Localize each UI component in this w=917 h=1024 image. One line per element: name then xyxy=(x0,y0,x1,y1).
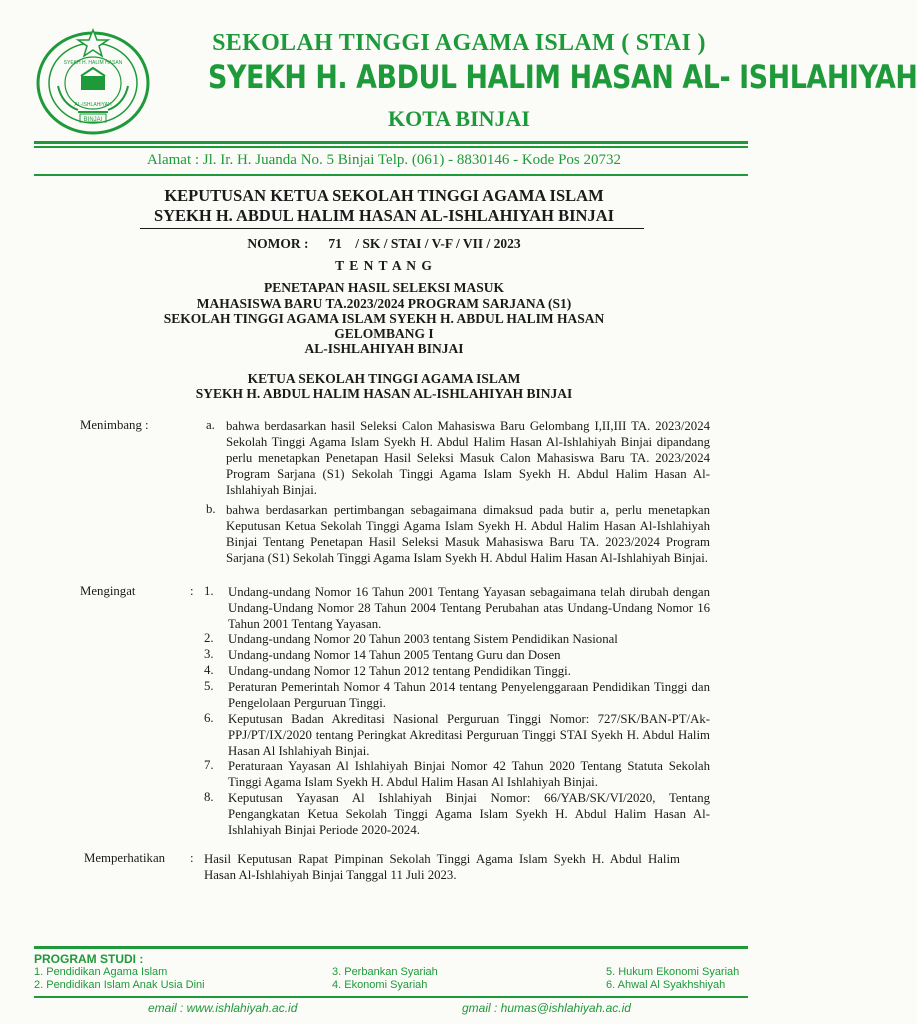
program-item-2: 2. Pendidikan Islam Anak Usia Dini xyxy=(34,979,205,991)
mengingat-item-5: Peraturan Pemerintah Nomor 4 Tahun 2014 tentang Penyelenggaraan Pendidikan Tinggi dan Pengelolaan Perguruan Tinggi. xyxy=(228,680,710,710)
nomor-value: 71 xyxy=(328,236,342,251)
mengingat-label: Mengingat xyxy=(80,584,136,598)
institution-name-line1: SEKOLAH TINGGI AGAMA ISLAM ( STAI ) xyxy=(212,30,706,56)
mengingat-marker-2: 2. xyxy=(204,631,214,645)
nomor-rest: / SK / STAI / V-F / VII / 2023 xyxy=(355,236,521,251)
program-item-6: 6. Ahwal Al Syakhshiyah xyxy=(606,979,726,991)
header-divider-top xyxy=(34,141,748,144)
menimbang-item-b: bahwa berdasarkan pertimbangan sebagaimana dimaksud pada butir a, perlu menetapkan Keputusan Ketua Sekolah Tinggi Agama Islam Syekh H. Abdul Halim Hasan Al-Ishlahiyah Binjai Tentang Penetapan Hasil Seleksi Masuk Mahasiswa Baru TA. 2023/2024 Program Sarjana (S1) Sekolah Tinggi Agama Islam Syekh H. Abdul Halim Hasan Al-Ishlahiyah Binjai. xyxy=(226,503,710,565)
subject-line-2: MAHASISWA BARU TA.2023/2024 PROGRAM SARJANA (S1) xyxy=(196,296,572,311)
footer-divider-top xyxy=(34,946,748,949)
institution-city: KOTA BINJAI xyxy=(387,106,530,131)
header-divider-bottom xyxy=(34,146,748,148)
email-link[interactable]: gmail : humas@ishlahiyah.ac.id xyxy=(462,1001,631,1015)
decree-title-2: SYEKH H. ABDUL HALIM HASAN AL-ISHLAHIYAH BINJAI xyxy=(153,206,615,225)
logo-city-text: BINJAI xyxy=(83,117,103,123)
memperhatikan-colon: : xyxy=(190,851,194,865)
mengingat-marker-1: 1. xyxy=(204,584,214,598)
decree-title-1: KEPUTUSAN KETUA SEKOLAH TINGGI AGAMA ISLAM xyxy=(164,186,604,205)
menimbang-marker-b: b. xyxy=(206,502,216,516)
mengingat-marker-4: 4. xyxy=(204,663,214,677)
menimbang-item-a: bahwa berdasarkan hasil Seleksi Calon Mahasiswa Baru Gelombang I,II,III TA. 2023/2024 Sekolah Tinggi Agama Islam Syekh H. Abdul Halim Hasan Al-Ishlahiyah Binjai dipandang perlu menetapkan Penetapan Hasil Seleksi Masuk Calon Mahasiswa Baru TA. 2023/2024 Program Sarjana (S1) Sekolah Tinggi Agama Islam Syekh H. Abdul Halim Hasan Al-Ishlahiyah Binjai. xyxy=(226,419,710,497)
decree-number xyxy=(0,236,768,252)
mengingat-item-6: Keputusan Badan Akreditasi Nasional Perguruan Tinggi Nomor: 727/SK/BAN-PT/Ak-PPJ/PT/IX/2020 tentang Peringkat Akreditasi Perguruan Tinggi STAI Syekh H. Abdul Halim Hasan Al Ishlahiyah Binjai. xyxy=(228,712,710,758)
mengingat-marker-7: 7. xyxy=(204,758,214,772)
program-item-4: 4. Ekonomi Syariah xyxy=(332,979,428,991)
mengingat-marker-8: 8. xyxy=(204,790,214,804)
address-line: Alamat : Jl. Ir. H. Juanda No. 5 Binjai Telp. (061) - 8830146 - Kode Pos 20732 xyxy=(146,152,622,168)
letterhead xyxy=(0,0,917,150)
subject-line-5: AL-ISHLAHIYAH BINJAI xyxy=(304,341,464,356)
mengingat-marker-5: 5. xyxy=(204,679,214,693)
menimbang-marker-a: a. xyxy=(206,418,215,432)
mengingat-item-8: Keputusan Yayasan Al Ishlahiyah Binjai Nomor: 66/YAB/SK/VI/2020, Tentang Pengangkatan Ketua Sekolah Tinggi Agama Islam Syekh H. Abdul Halim Hasan Al-Ishlahiyah Binjai Periode 2020-2024. xyxy=(228,791,710,837)
mengingat-marker-3: 3. xyxy=(204,647,214,661)
memperhatikan-text: Hasil Keputusan Rapat Pimpinan Sekolah Tinggi Agama Islam Syekh H. Abdul Halim Hasan Al-Ishlahiyah Binjai Tanggal 11 Juli 2023. xyxy=(204,852,680,882)
logo-inner-text: SYEKH H. HALIM HASAN xyxy=(63,60,123,66)
mengingat-marker-6: 6. xyxy=(204,711,214,725)
footer-divider-bottom xyxy=(34,996,748,998)
institution-name-line2: SYEKH H. ABDUL HALIM HASAN AL- ISHLAHIYAH xyxy=(208,58,917,96)
logo-bottom-text: AL-ISHLAHIYAH xyxy=(74,102,112,108)
program-item-3: 3. Perbankan Syariah xyxy=(332,966,438,978)
program-item-1: 1. Pendidikan Agama Islam xyxy=(34,966,168,978)
subject-line-3: SEKOLAH TINGGI AGAMA ISLAM SYEKH H. ABDUL HALIM HASAN xyxy=(163,311,605,326)
mengingat-item-2: Undang-undang Nomor 20 Tahun 2003 tentang Sistem Pendidikan Nasional xyxy=(228,632,618,646)
website-link[interactable]: email : www.ishlahiyah.ac.id xyxy=(148,1001,298,1015)
mengingat-item-7: Peraturaan Yayasan Al Ishlahiyah Binjai Nomor 42 Tahun 2020 Tentang Statuta Sekolah Tinggi Agama Islam Syekh H. Abdul Halim Hasan Al Ishlahiyah Binjai. xyxy=(228,759,710,789)
tentang-heading: T E N T A N G xyxy=(335,258,433,273)
subject-line-1: PENETAPAN HASIL SELEKSI MASUK xyxy=(264,280,504,295)
nomor-label: NOMOR : xyxy=(247,236,309,251)
program-studi-title: PROGRAM STUDI : xyxy=(34,952,144,966)
mengingat-item-3: Undang-undang Nomor 14 Tahun 2005 Tentang Guru dan Dosen xyxy=(228,648,561,662)
issuer-line-2: SYEKH H. ABDUL HALIM HASAN AL-ISHLAHIYAH BINJAI xyxy=(195,386,573,401)
mengingat-item-4: Undang-undang Nomor 12 Tahun 2012 tentang Pendidikan Tinggi. xyxy=(228,664,571,678)
address-divider xyxy=(34,174,748,176)
menimbang-label: Menimbang : xyxy=(80,418,149,432)
title-underline xyxy=(140,228,644,229)
issuer-line-1: KETUA SEKOLAH TINGGI AGAMA ISLAM xyxy=(247,371,521,386)
memperhatikan-label: Memperhatikan xyxy=(84,851,166,865)
mengingat-colon: : xyxy=(190,584,194,598)
subject-line-4: GELOMBANG I xyxy=(334,326,434,341)
mengingat-item-1: Undang-undang Nomor 16 Tahun 2001 Tentang Yayasan sebagaimana telah dirubah dengan Undang-Undang Nomor 28 Tahun 2004 Tentang Perubahan atas Undang-Undang Nomor 16 Tahun 2001 Tentang Yayasan. xyxy=(228,585,710,631)
program-item-5: 5. Hukum Ekonomi Syariah xyxy=(606,966,740,978)
